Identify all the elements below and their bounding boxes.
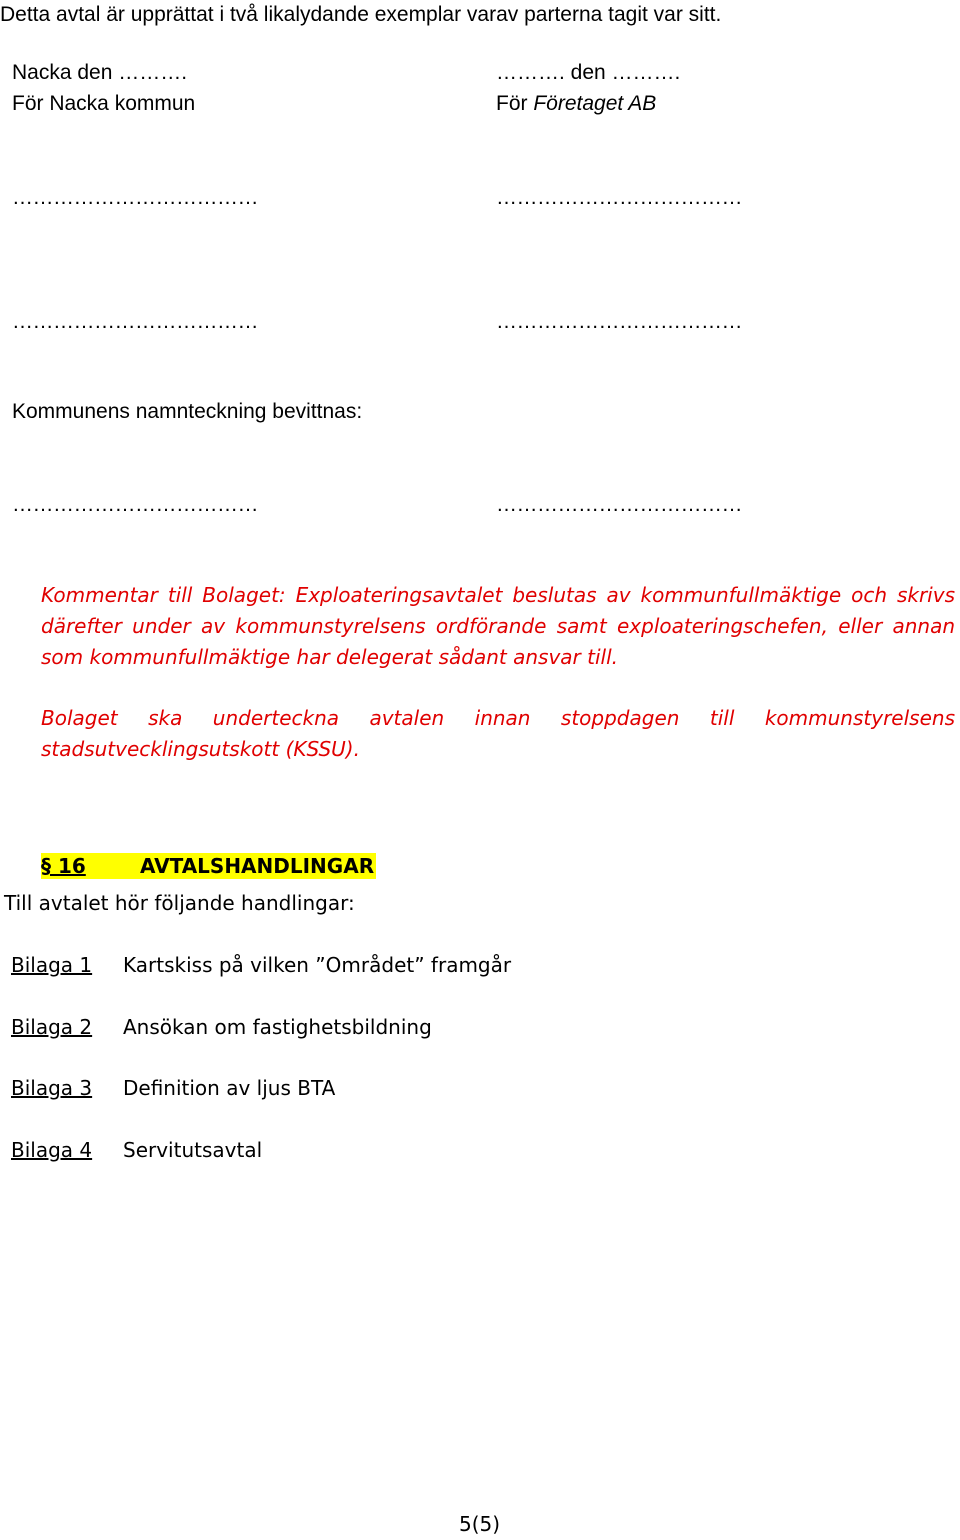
attachment-description-1: Kartskiss på vilken ”Området” framgår <box>123 953 512 977</box>
right-place-date: ………. den ………. <box>496 61 681 84</box>
section-intro: Till avtalet hör följande handlingar: <box>4 891 355 915</box>
attachment-label-4: Bilaga 4 <box>11 1138 93 1162</box>
section-title: AVTALSHANDLINGAR <box>140 854 375 878</box>
comment-line: därefter under av kommunstyrelsens ordförande samt exploateringschefen, eller annan <box>41 614 955 638</box>
comment-line: Kommentar till Bolaget: Exploateringsavtalet beslutas av kommunfullmäktige och skrivs <box>41 583 955 607</box>
right-party-name: Företaget AB <box>533 92 657 115</box>
attachment-description-2: Ansökan om fastighetsbildning <box>123 1015 432 1039</box>
signature-line-left-1: ……………………………… <box>12 186 258 209</box>
section-heading <box>41 853 376 879</box>
signature-line-right-1: ……………………………… <box>496 186 742 209</box>
witness-line-right: ……………………………… <box>496 493 742 516</box>
attachment-label-1: Bilaga 1 <box>11 953 93 977</box>
attachment-label-3: Bilaga 3 <box>11 1076 93 1100</box>
comment-line: stadsutvecklingsutskott (KSSU). <box>41 737 360 761</box>
signature-line-left-2: ……………………………… <box>12 310 258 333</box>
attachment-description-3: Definition av ljus BTA <box>123 1076 336 1100</box>
right-party <box>496 93 656 114</box>
left-place-date: Nacka den ………. <box>12 61 188 84</box>
witness-line-left: ……………………………… <box>12 493 258 516</box>
page-number: 5(5) <box>459 1512 501 1536</box>
attachment-label-2: Bilaga 2 <box>11 1015 93 1039</box>
intro-text: Detta avtal är upprättat i två likalydande exemplar varav parterna tagit var sitt. <box>0 3 722 26</box>
witness-label: Kommunens namnteckning bevittnas: <box>12 400 363 423</box>
right-party-prefix: För <box>496 92 534 115</box>
comment-line: som kommunfullmäktige har delegerat sådant ansvar till. <box>41 645 618 669</box>
section-number: § 16 <box>41 854 86 878</box>
comment-paragraph-2 <box>41 703 955 765</box>
signature-line-right-2: ……………………………… <box>496 310 742 333</box>
attachment-description-4: Servitutsavtal <box>123 1138 263 1162</box>
comment-paragraph-1 <box>41 580 955 673</box>
comment-line: Bolaget ska underteckna avtalen innan stoppdagen till kommunstyrelsens <box>41 706 955 730</box>
left-party: För Nacka kommun <box>12 92 196 115</box>
